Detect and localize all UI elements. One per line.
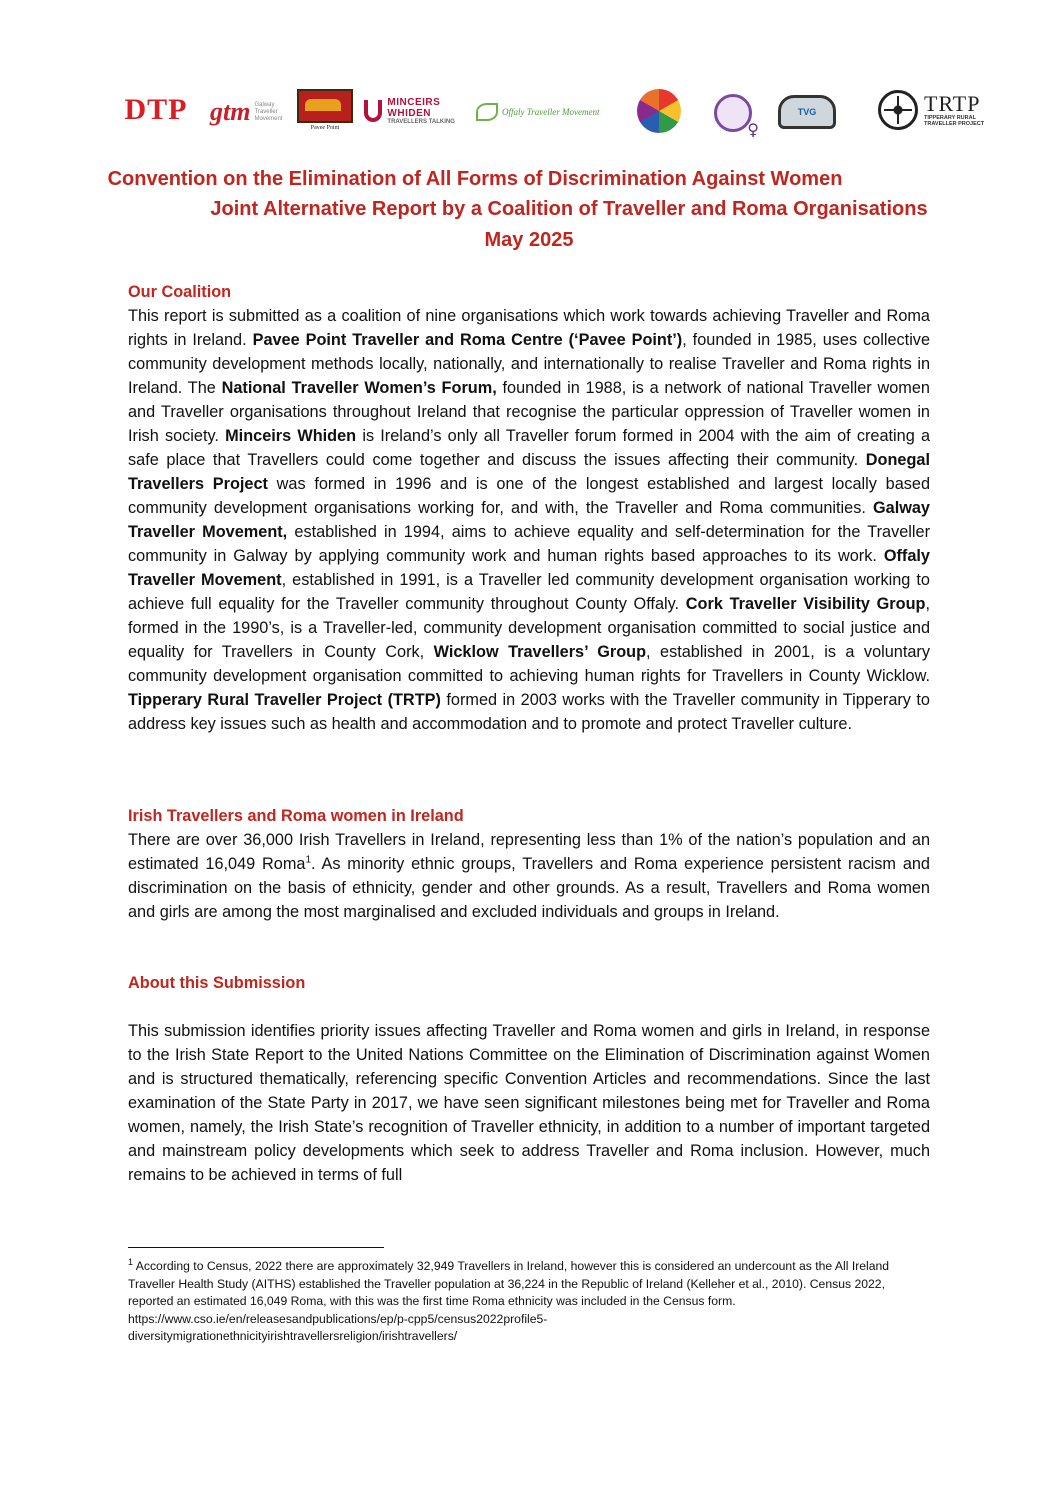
org-name-galway: Galway Traveller Movement, xyxy=(128,499,930,541)
org-name-donegal: Donegal Travellers Project xyxy=(128,451,930,493)
traveller-women-forum-logo xyxy=(632,88,686,134)
offaly-traveller-movement-logo xyxy=(476,100,626,124)
minceirs-whiden-logo-subtext: TRAVELLERS TALKING xyxy=(387,119,455,125)
cork-tvg-logo xyxy=(776,92,838,132)
pavee-point-emblem xyxy=(297,89,353,123)
trtp-logo xyxy=(878,86,992,134)
gtm-logo-mark: gtm xyxy=(210,97,251,126)
section-our-coalition xyxy=(128,280,930,736)
section-heading: About this Submission xyxy=(128,974,306,992)
report-title-line-1: Convention on the Elimination of All Forms of Discrimination Against Women xyxy=(107,168,843,190)
pavee-point-logo-text: Pavee Point xyxy=(310,125,340,131)
minceirs-whiden-logo-text: MINCEIRS WHIDEN xyxy=(387,97,441,119)
gtm-logo xyxy=(210,98,290,126)
trtp-logo-subtext: TIPPERARY RURAL TRAVELLER PROJECT xyxy=(924,115,985,127)
dtp-logo xyxy=(112,94,200,126)
dtp-logo-text: DTP xyxy=(124,93,188,126)
partner-logo-strip xyxy=(112,86,992,136)
footnote xyxy=(128,1258,930,1346)
travellers-paragraph: There are over 36,000 Irish Travellers in Ireland, representing less than 1% of the nation’s population and an estimated 16,049 Roma$^1$. As minority ethnic groups, Travellers and Roma experience persistent racism and discrimination on the basis of ethnicity, gender and other grounds. As a result, Travellers and Roma women and girls are among the most marginalised and excluded individuals and groups in Ireland. xyxy=(128,831,930,921)
coalition-paragraph: This report is submitted as a coalition of nine organisations which work towards achieving Traveller and Roma rights in Ireland. Pavee Point Traveller and Roma Centre (‘Pavee Point’), founded in 1985, uses collective community development methods locally, nationally, and internationally to realise Traveller and Roma rights in Ireland. The National Traveller Women’s Forum, founded in 1988, is a network of national Traveller women and Traveller organisations throughout Ireland that recognise the particular oppression of Traveller women in Irish society. Minceirs Whiden is Ireland’s only all Traveller forum formed in 2004 with the aim of creating a safe place that Travellers could come together and discuss the issues affecting their community. Donegal Travellers Project was formed in 1996 and is one of the longest established and largest locally based community development organisations working for, and with, the Traveller and Roma communities. Galway Traveller Movement, established in 1994, aims to achieve equality and self-determination for the Traveller community in Galway by applying community work and human rights based approaches to its work. Offaly Traveller Movement, established in 1991, is a Traveller led community development organisation working to achieve full equality for the Traveller community throughout County Offaly. Cork Traveller Visibility Group, formed in the 1990’s, is a Traveller-led, community development organisation committed to social justice and equality for Travellers in County Cork, Wicklow Travellers’ Group, established in 2001, is a voluntary community development organisation committed to achieving human rights for Travellers in County Wicklow. Tipperary Rural Traveller Project (TRTP) formed in 2003 works with the Traveller community in Tipperary to address key issues such as health and accommodation and to promote and protect Traveller culture. xyxy=(128,307,931,733)
org-name-tipperary: Tipperary Rural Traveller Project (TRTP) xyxy=(128,691,441,709)
footnote-divider xyxy=(128,1247,384,1248)
section-heading: Our Coalition xyxy=(128,283,232,301)
leaf-icon xyxy=(476,103,498,121)
minceirs-whiden-logo xyxy=(364,96,474,126)
minceirs-whiden-emblem xyxy=(364,100,382,122)
section-about-submission-heading xyxy=(128,971,930,995)
org-name-offaly: Offaly Traveller Movement xyxy=(128,547,930,589)
womens-group-logo xyxy=(706,92,760,134)
female-symbol-icon xyxy=(714,94,752,132)
offaly-logo-text: Offaly Traveller Movement xyxy=(502,107,600,117)
submission-paragraph: This submission identifies priority issues affecting Traveller and Roma women and girls in Ireland, in response to the Irish State Report to the United Nations Committee on the Elimination of Discrimination against Women and is structured thematically, referencing specific Convention Articles and recommendations. Since the last examination of the State Party in 2017, we have seen significant milestones being met for Traveller and Roma women, namely, the Irish State’s recognition of Traveller ethnicity, in addition to a number of important targeted and mainstream policy developments which seek to address Traveller and Roma inclusion. However, much remains to be achieved in terms of full xyxy=(128,1022,930,1184)
org-name-cork: Cork Traveller Visibility Group xyxy=(685,595,926,613)
footnote-link[interactable]: https://www.cso.ie/en/releasesandpublications/ep/p-cpp5/census2022profile5- xyxy=(128,1311,548,1326)
org-name-ntwf: National Traveller Women’s Forum, xyxy=(221,379,497,397)
org-name-pavee-point: Pavee Point Traveller and Roma Centre (‘Pavee Point’) xyxy=(252,331,683,349)
org-name-wicklow: Wicklow Travellers’ Group xyxy=(433,643,647,661)
section-heading: Irish Travellers and Roma women in Ireland xyxy=(128,807,464,825)
org-name-minceirs-whiden: Minceirs Whiden xyxy=(225,427,357,445)
trtp-logo-text: TRTP xyxy=(924,91,981,116)
footnote-link-continued[interactable]: diversitymigrationethnicityirishtravellersreligion/irishtravellers/ xyxy=(128,1329,458,1343)
wheel-icon xyxy=(878,90,918,130)
report-title-line-2: Joint Alternative Report by a Coalition of Traveller and Roma Organisations xyxy=(210,198,928,220)
footnote-text: $^1$ According to Census, 2022 there are approximately 32,949 Travellers in Ireland, however this is considered an undercount as the All Ireland Traveller Health Study (AITHS) established the Traveller population at 36,224 in the Republic of Ireland (Kelleher et al., 2010). Census 2022, reported an estimated 16,049 Roma, with this was the first time Roma ethnicity was included in the Census form. xyxy=(128,1256,890,1308)
section-travellers-roma-women xyxy=(128,804,930,924)
gtm-logo-subtext: Galway Traveller Movement xyxy=(254,101,283,122)
tvg-logo-text: TVG xyxy=(778,95,836,129)
footnote-number: 1 xyxy=(128,1256,134,1267)
footnote-reference[interactable]: 1 xyxy=(305,854,312,866)
colourful-circle-icon xyxy=(637,89,681,133)
section-about-submission xyxy=(128,1019,930,1187)
pavee-point-logo xyxy=(298,88,352,132)
report-date: May 2025 xyxy=(484,229,574,251)
